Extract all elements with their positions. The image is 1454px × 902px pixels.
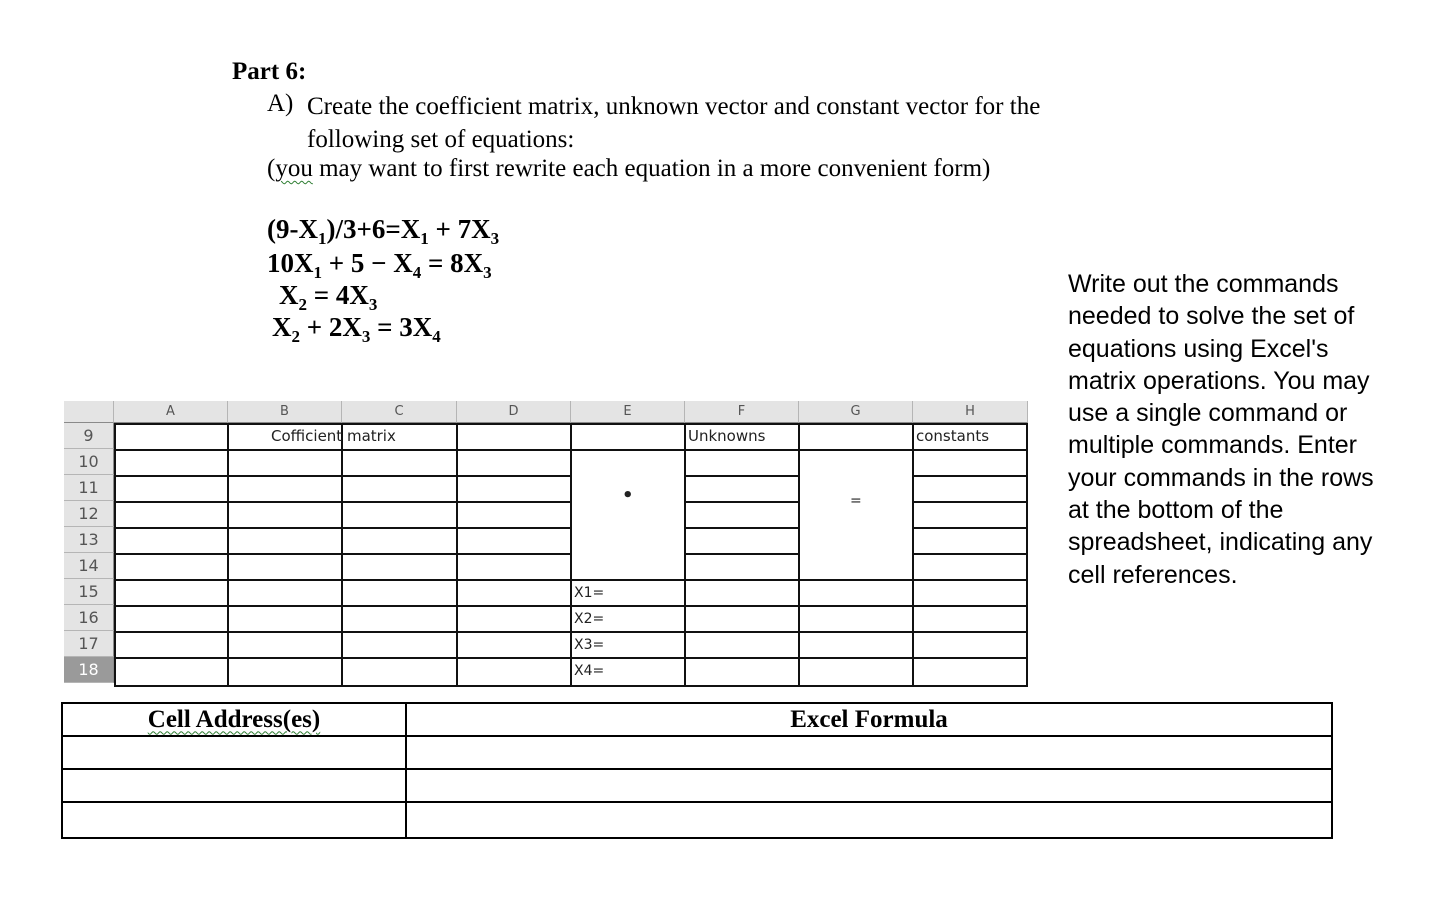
grid-line-h-14-ad [114,553,570,555]
label-x1: X1= [574,585,605,601]
grid-line-v-c [341,449,343,687]
answer-table-header-row [62,703,1332,736]
eq2-part-a: 10X [267,248,314,278]
label-x3: X3= [574,637,605,653]
row-header-10: 10 [64,449,114,475]
eq3-part-b: = 4X [307,280,369,310]
column-header-e: E [571,401,685,423]
grid-line-h-13-ad [114,527,570,529]
question-text [307,90,1187,156]
equation-1 [267,214,499,249]
row-header-9: 9 [64,423,114,449]
spreadsheet [64,401,1028,689]
grid-line-v-b [227,423,229,687]
row-header-13: 13 [64,527,114,553]
column-header-g: G [799,401,913,423]
row-header-11: 11 [64,475,114,501]
grid-line-h-17 [114,631,1028,633]
eq1-part-b: )/3+6=X [326,214,421,244]
grid-line-h-14-f [684,553,798,555]
eq4-sub-c: 4 [432,327,441,346]
eq4-part-b: + 2X [300,312,362,342]
label-x2: X2= [574,611,605,627]
header-cell-address [62,703,406,736]
multiply-dot: • [622,485,634,506]
grid-line-h-14-h [912,553,1028,555]
grid-line-h-9 [114,423,1028,425]
label-coefficient-matrix: Cofficient matrix [271,427,396,445]
grid-line-h-12-h [912,501,1028,503]
grid-line-h-11-f [684,475,798,477]
grid-line-h-15 [114,579,1028,581]
eq2-sub-c: 3 [483,263,492,282]
answer-formula-2[interactable] [406,769,1332,802]
row-header-17: 17 [64,631,114,657]
eq1-sub-b: 1 [420,229,429,248]
eq1-sub-a: 1 [317,229,327,248]
label-constants: constants [916,427,990,445]
column-header-c: C [342,401,457,423]
grid-line-v-f [684,423,686,687]
grid-line-h-10 [114,449,1028,451]
eq2-sub-a: 1 [313,263,322,282]
grid-line-v-d [456,423,458,687]
grid-line-h-bottom [114,685,1028,687]
answer-table [61,702,1333,839]
eq1-sub-c: 3 [490,229,500,248]
label-unknowns: Unknowns [688,427,766,445]
grid-line-v-g [798,423,800,687]
eq1-part-c: + 7X [428,214,491,244]
table-row [62,736,1332,769]
row-header-14: 14 [64,553,114,579]
equation-4 [272,312,441,347]
eq4-part-c: = 3X [370,312,433,342]
grid-line-h-13-f [684,527,798,529]
grid-line-h-11-ad [114,475,570,477]
question-line-1: Create the coefficient matrix, unknown vector and constant vector for the [307,93,1041,120]
question-line-2: following set of equations: [307,126,575,153]
answer-formula-3[interactable] [406,802,1332,838]
equation-3 [279,280,377,315]
answer-formula-1[interactable] [406,736,1332,769]
grid-line-v-e [570,423,572,687]
column-header-f: F [685,401,799,423]
header-cell-address-text: Cell Address(es) [147,705,321,733]
equation-2 [267,248,492,283]
grid-line-v-end [1026,423,1028,687]
eq2-part-b: + 5 − X [322,248,413,278]
column-header-d: D [457,401,571,423]
eq1-part-a: (9-X [267,214,318,244]
equals-sign: = [850,493,862,509]
table-row [62,802,1332,838]
sheet-corner [64,401,114,423]
eq4-sub-b: 3 [361,327,371,346]
table-row [62,769,1332,802]
row-header-18: 18 [64,657,114,683]
grid-line-h-18 [114,657,1028,659]
eq2-part-c: = 8X [421,248,484,278]
part-heading: Part 6: [232,58,307,85]
eq4-part-a: X [272,312,292,342]
answer-cell-address-3[interactable] [62,802,406,838]
column-header-a: A [114,401,228,423]
eq3-sub-b: 3 [368,295,378,314]
grid-line-h-13-h [912,527,1028,529]
column-header-h: H [913,401,1028,423]
column-header-b: B [228,401,342,423]
row-header-15: 15 [64,579,114,605]
eq2-sub-b: 4 [412,263,422,282]
row-header-16: 16 [64,605,114,631]
grid-line-h-12-ad [114,501,570,503]
question-letter: A) [267,90,294,117]
grid-line-v-start [114,423,116,687]
note-open-paren: ( [267,155,276,182]
note-you: you [275,155,313,182]
grid-line-h-11-h [912,475,1028,477]
row-header-12: 12 [64,501,114,527]
answer-cell-address-1[interactable] [62,736,406,769]
grid-line-v-h [912,423,914,687]
grid-line-h-12-f [684,501,798,503]
eq3-part-a: X [279,280,299,310]
eq4-sub-a: 2 [291,327,300,346]
question-note [267,155,990,183]
eq3-sub-a: 2 [298,295,307,314]
note-rest: may want to first rewrite each equation in a more convenient form) [312,155,991,182]
header-excel-formula: Excel Formula [406,703,1332,736]
answer-cell-address-2[interactable] [62,769,406,802]
label-x4: X4= [574,663,605,679]
instructions-text: Write out the commands needed to solve the set of equations using Excel's matrix operations. You may use a single command or multiple commands. Enter your commands in the rows at the bottom of the spreadsheet, indicating any cell references. [1068,270,1374,589]
grid-line-h-16 [114,605,1028,607]
